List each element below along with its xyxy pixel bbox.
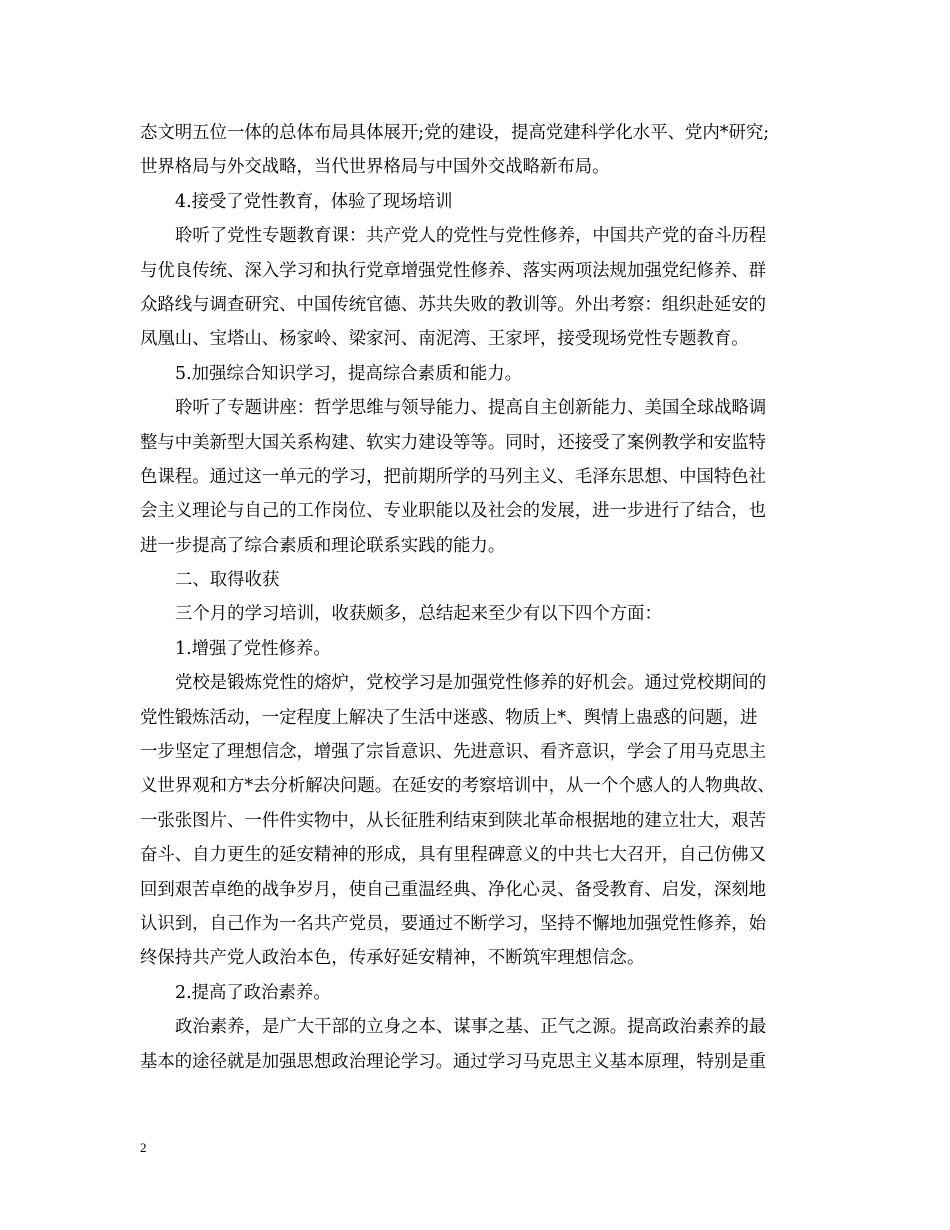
text-line: 会主义理论与自己的工作岗位、专业职能以及社会的发展，进一步进行了结合，也 xyxy=(140,501,767,522)
text-line: 基本的途径就是加强思想政治理论学习。通过学习马克思主义基本原理，特别是重 xyxy=(140,1051,767,1072)
text-line: 世界格局与外交战略，当代世界格局与中国外交战略新布局。 xyxy=(140,157,610,178)
text-line: 进一步提高了综合素质和理论联系实践的能力。 xyxy=(140,535,506,556)
document-body xyxy=(140,116,816,1079)
text-line: 4.接受了党性教育，体验了现场培训 xyxy=(175,191,453,212)
text-line: 整与中美新型大国关系构建、软实力建设等等。同时，还接受了案例教学和安监特 xyxy=(140,432,767,453)
text-line: 2.提高了政治素养。 xyxy=(175,982,331,1003)
text-line: 5.加强综合知识学习，提高综合素质和能力。 xyxy=(175,363,523,384)
text-line: 聆听了党性专题教育课：共产党人的党性与党性修养，中国共产党的奋斗历程 xyxy=(175,226,767,247)
text-line: 二、取得收获 xyxy=(175,570,280,591)
text-line: 1.增强了党性修养。 xyxy=(175,638,331,659)
text-line: 党性锻炼活动，一定程度上解决了生活中迷惑、物质上*、舆情上蛊惑的问题，进 xyxy=(140,707,758,728)
text-line: 回到艰苦卓绝的战争岁月，使自己重温经典、净化心灵、备受教育、启发，深刻地 xyxy=(140,879,767,900)
text-line: 一步坚定了理想信念，增强了宗旨意识、先进意识、看齐意识，学会了用马克思主 xyxy=(140,742,767,763)
text-line: 奋斗、自力更生的延安精神的形成，具有里程碑意义的中共七大召开，自己仿佛又 xyxy=(140,845,767,866)
text-line: 认识到，自己作为一名共产党员，要通过不断学习，坚持不懈地加强党性修养，始 xyxy=(140,913,767,934)
text-line: 一张张图片、一件件实物中，从长征胜利结束到陕北革命根据地的建立壮大，艰苦 xyxy=(140,810,767,831)
text-line: 聆听了专题讲座：哲学思维与领导能力、提高自主创新能力、美国全球战略调 xyxy=(175,398,767,419)
text-line: 众路线与调查研究、中国传统官德、苏共失败的教训等。外出考察：组织赴延安的 xyxy=(140,294,767,315)
text-line: 三个月的学习培训，收获颇多，总结起来至少有以下四个方面： xyxy=(175,604,662,625)
text-line: 态文明五位一体的总体布局具体展开;党的建设，提高党建科学化水平、党内*研究; xyxy=(140,123,770,143)
text-line: 义世界观和方*去分析解决问题。在延安的考察培训中，从一个个感人的人物典故、 xyxy=(140,776,775,797)
text-line: 与优良传统、深入学习和执行党章增强党性修养、落实两项法规加强党纪修养、群 xyxy=(140,260,767,281)
text-line: 凤凰山、宝塔山、杨家岭、梁家河、南泥湾、王家坪，接受现场党性专题教育。 xyxy=(140,329,749,350)
page-number: 2 xyxy=(140,1140,147,1155)
text-line: 党校是锻炼党性的熔炉，党校学习是加强党性修养的好机会。通过党校期间的 xyxy=(175,673,767,694)
text-line: 终保持共产党人政治本色，传承好延安精神，不断筑牢理想信念。 xyxy=(140,948,645,969)
text-line: 色课程。通过这一单元的学习，把前期所学的马列主义、毛泽东思想、中国特色社 xyxy=(140,466,767,487)
text-line: 政治素养，是广大干部的立身之本、谋事之基、正气之源。提高政治素养的最 xyxy=(175,1017,767,1038)
